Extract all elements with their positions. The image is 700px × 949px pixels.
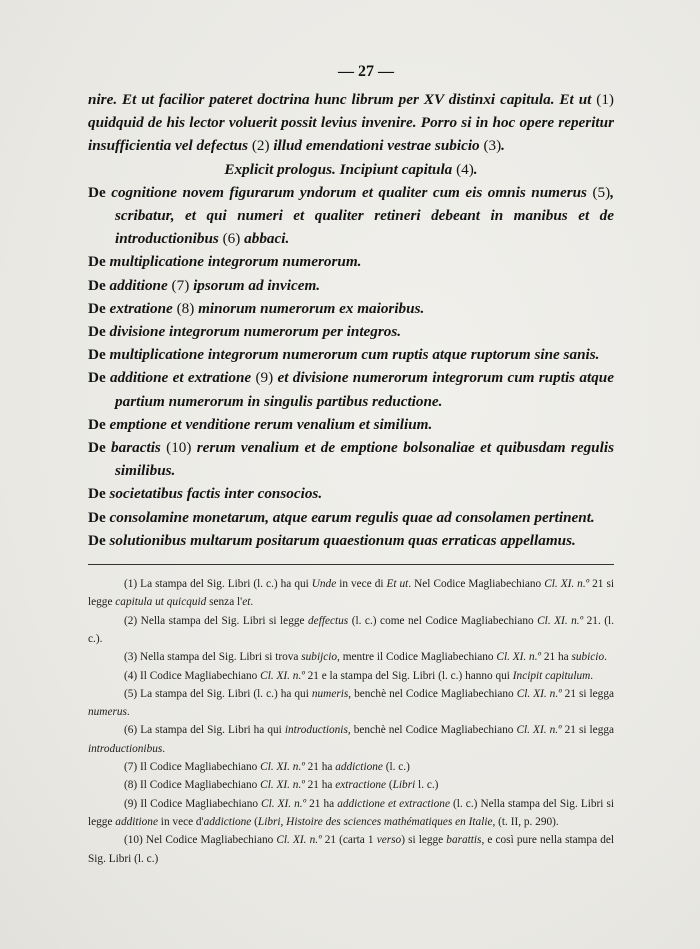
text-run: . xyxy=(473,160,478,178)
chapter-initial: De xyxy=(88,485,106,503)
text-run: Libri xyxy=(392,779,416,792)
footnote-ref: (9) xyxy=(255,369,274,387)
footnote xyxy=(88,776,614,794)
footnote-ref: (5) xyxy=(592,183,611,201)
text-run: (1) La stampa del Sig. Libri (l. c.) ha qui xyxy=(124,578,312,591)
footnote-ref: (3) xyxy=(483,137,502,155)
footnote xyxy=(88,831,614,868)
text-run: . Nel Codice Magliabechiano xyxy=(408,578,545,591)
chapter-item xyxy=(88,343,614,366)
footnote-ref: (6) xyxy=(222,230,241,248)
chapter-initial: De xyxy=(88,276,106,294)
chapter-initial: De xyxy=(88,415,106,433)
text-run: Cl. XI. n.º xyxy=(261,797,307,810)
footnote-ref: (2) xyxy=(251,137,270,155)
text-run: extractione xyxy=(335,779,387,792)
text-run: Cl. XI. n.º xyxy=(276,834,322,847)
text-run: . xyxy=(250,596,254,609)
text-run: in vece d' xyxy=(157,815,204,828)
text-run: . xyxy=(162,742,166,755)
text-run: in vece di xyxy=(336,578,387,591)
text-run: addictione et extractione xyxy=(337,797,450,810)
text-run: addictione xyxy=(203,815,252,828)
text-run: capitula ut quicquid xyxy=(115,596,207,609)
text-run: 21 e la stampa del Sig. Libri (l. c.) hanno qui xyxy=(304,669,513,682)
chapter-initial: De xyxy=(88,323,106,341)
chapter-item xyxy=(88,436,614,482)
text-run: (10) Nel Codice Magliabechiano xyxy=(124,834,277,847)
text-run: Cl. XI. n.º xyxy=(537,614,584,627)
text-run: minorum numerorum ex maioribus. xyxy=(194,299,425,317)
text-run: Et ut xyxy=(386,578,409,591)
text-run: Cl. XI. n.º xyxy=(516,724,562,737)
chapter-initial: De xyxy=(88,531,106,549)
chapter-list xyxy=(88,181,614,552)
text-run: barattis xyxy=(446,834,482,847)
text-run: ) si legge xyxy=(401,834,447,847)
chapter-initial: De xyxy=(88,299,106,317)
text-run: (l. c.) xyxy=(382,761,410,774)
text-run: (l. c.) come nel Codice Magliabechiano xyxy=(348,614,538,627)
text-run: rerum venalium et de emptione bolsonaliae et quibusdam regulis similibus. xyxy=(115,439,614,480)
text-run: nire. Et ut facilior pateret doctrina hunc librum per XV distinxi capitula. Et ut xyxy=(88,91,597,108)
footnote-ref: (4) xyxy=(456,160,474,178)
text-run: l. c.) xyxy=(415,779,439,792)
text-run: (8) Il Codice Magliabechiano xyxy=(124,779,261,792)
chapter-item xyxy=(88,482,614,505)
text-run: , e così pure nella stampa del Sig. Libri (l. c.) xyxy=(88,834,615,865)
text-run: (l. c.) Nella stampa del Sig. Libri si legge xyxy=(88,797,614,828)
text-run: (9) Il Codice Magliabechiano xyxy=(124,797,262,810)
footnote xyxy=(88,575,614,612)
text-run: consolamine monetarum, atque earum regulis quae ad consolamen pertinent. xyxy=(105,508,595,526)
footnote xyxy=(88,795,614,832)
text-run: . xyxy=(590,669,594,682)
chapter-initial: De xyxy=(88,183,106,201)
text-run: 21 ha xyxy=(541,651,572,664)
text-run: 21 ha xyxy=(304,779,336,792)
text-run: cognitione novem figurarum yndorum et qualiter cum eis omnis numerus xyxy=(105,183,593,201)
prologue-paragraph xyxy=(88,88,614,158)
text-run: divisione integrorum numerorum per integros. xyxy=(105,323,402,341)
text-run: Unde xyxy=(311,578,337,591)
text-run: extratione xyxy=(105,299,177,317)
text-run: Incipit capitulum xyxy=(512,669,591,682)
text-run: (4) Il Codice Magliabechiano xyxy=(124,669,261,682)
text-run: subicio xyxy=(571,651,605,664)
text-run: quidquid de his lector voluerit possit levius invenire. Porro si in hoc opere reperitur insufficientia vel defectus xyxy=(88,114,614,155)
footnotes xyxy=(88,575,614,868)
text-run: 21. (l. c.). xyxy=(88,614,615,645)
text-run: (3) Nella stampa del Sig. Libri si trova xyxy=(124,651,302,664)
text-run: 21 si legga xyxy=(561,724,615,737)
text-run: , mentre il Codice Magliabechiano xyxy=(337,651,497,664)
text-run: numerus xyxy=(88,706,127,719)
text-run: solutionibus multarum positarum quaestionum quas erraticas appellamus. xyxy=(105,531,576,549)
text-run: 21 si legga xyxy=(561,687,614,700)
text-run: 21 ha xyxy=(306,797,338,810)
text-run: (5) La stampa del Sig. Libri (l. c.) ha qui xyxy=(124,687,312,700)
footnote-ref: (7) xyxy=(171,276,190,294)
text-run: multiplicatione integrorum numerorum cum ruptis atque ruptorum sine sanis. xyxy=(105,346,600,364)
text-run: (7) Il Codice Magliabechiano xyxy=(124,761,261,774)
text-run: abbaci. xyxy=(240,230,290,248)
chapter-item xyxy=(88,529,614,552)
text-run: 21 ha xyxy=(304,761,336,774)
document-page xyxy=(88,60,614,868)
text-run: senza l' xyxy=(206,596,243,609)
footnote xyxy=(88,685,614,722)
text-run: additione et extratione xyxy=(105,369,256,387)
text-run: Libri, Histoire des sciences mathématiques en Italie xyxy=(257,815,493,828)
text-run: et xyxy=(242,596,251,609)
chapter-initial: De xyxy=(88,346,106,364)
chapter-initial: De xyxy=(88,508,106,526)
chapter-item xyxy=(88,181,614,251)
text-run: societatibus factis inter consocios. xyxy=(105,485,323,503)
text-run: . xyxy=(126,706,130,719)
footnote xyxy=(88,648,614,666)
text-run: , benchè nel Codice Magliabechiano xyxy=(347,724,517,737)
text-run: Cl. XI. n.º xyxy=(260,669,305,682)
text-run: multiplicatione integrorum numerorum. xyxy=(105,253,362,271)
text-run: Cl. XI. n.º xyxy=(544,578,590,591)
text-run: (6) La stampa del Sig. Libri ha qui xyxy=(124,724,285,737)
footnote-ref: (1) xyxy=(596,91,614,108)
text-run: additione xyxy=(115,815,158,828)
text-run: numeris xyxy=(311,687,349,700)
chapter-item xyxy=(88,366,614,412)
chapter-initial: De xyxy=(88,253,106,271)
text-run: baractis xyxy=(105,439,167,457)
text-run: . xyxy=(604,651,607,664)
text-run: verso xyxy=(376,834,402,847)
chapter-initial: De xyxy=(88,369,106,387)
text-run: . xyxy=(501,137,505,155)
text-run: Cl. XI. n.º xyxy=(260,761,305,774)
text-run: illud emendationi vestrae subicio xyxy=(269,137,484,155)
prologue-text xyxy=(88,88,614,552)
footnote xyxy=(88,721,614,758)
text-run: emptione et venditione rerum venalium et similium. xyxy=(105,415,433,433)
text-run: (2) Nella stampa del Sig. Libri si legge xyxy=(124,614,309,627)
text-run: , benchè nel Codice Magliabechiano xyxy=(348,687,517,700)
chapter-initial: De xyxy=(88,439,106,457)
footnote xyxy=(88,667,614,685)
text-run: introductionibus xyxy=(88,742,163,755)
footnote-ref: (10) xyxy=(166,439,192,457)
footnote-ref: (8) xyxy=(176,299,195,317)
text-run: deffectus xyxy=(308,614,349,627)
chapter-item xyxy=(88,506,614,529)
text-run: introductionis xyxy=(284,724,348,737)
text-run: Explicit prologus. Incipiunt capitula xyxy=(224,160,457,178)
text-run: 21 si legge xyxy=(88,578,614,609)
text-run: Cl. XI. n.º xyxy=(496,651,542,664)
explicit-line xyxy=(88,158,614,181)
text-run: ( xyxy=(386,779,393,792)
text-run: ( xyxy=(251,815,258,828)
page-number: — 27 — xyxy=(338,63,394,80)
footnote-divider xyxy=(88,564,614,565)
text-run: addictione xyxy=(335,761,383,774)
text-run: additione xyxy=(105,276,172,294)
chapter-item xyxy=(88,297,614,320)
chapter-item xyxy=(88,413,614,436)
text-run: 21 (carta 1 xyxy=(321,834,377,847)
chapter-item xyxy=(88,250,614,273)
text-run: , (t. II, p. 290). xyxy=(492,815,559,828)
text-run: Cl. XI. n.º xyxy=(260,779,305,792)
footnote xyxy=(88,758,614,776)
text-run: ipsorum ad invicem. xyxy=(189,276,321,294)
chapter-item xyxy=(88,274,614,297)
text-run: Cl. XI. n.º xyxy=(516,687,562,700)
text-run: , scribatur, et qui numeri et qualiter retineri debeant in manibus et de introductionibus xyxy=(115,183,614,248)
footnote xyxy=(88,612,614,649)
chapter-item xyxy=(88,320,614,343)
text-run: subijcio xyxy=(301,651,338,664)
text-run: et divisione numerorum integrorum cum ruptis atque partium numerorum in singulis partibus reductione. xyxy=(115,369,614,410)
